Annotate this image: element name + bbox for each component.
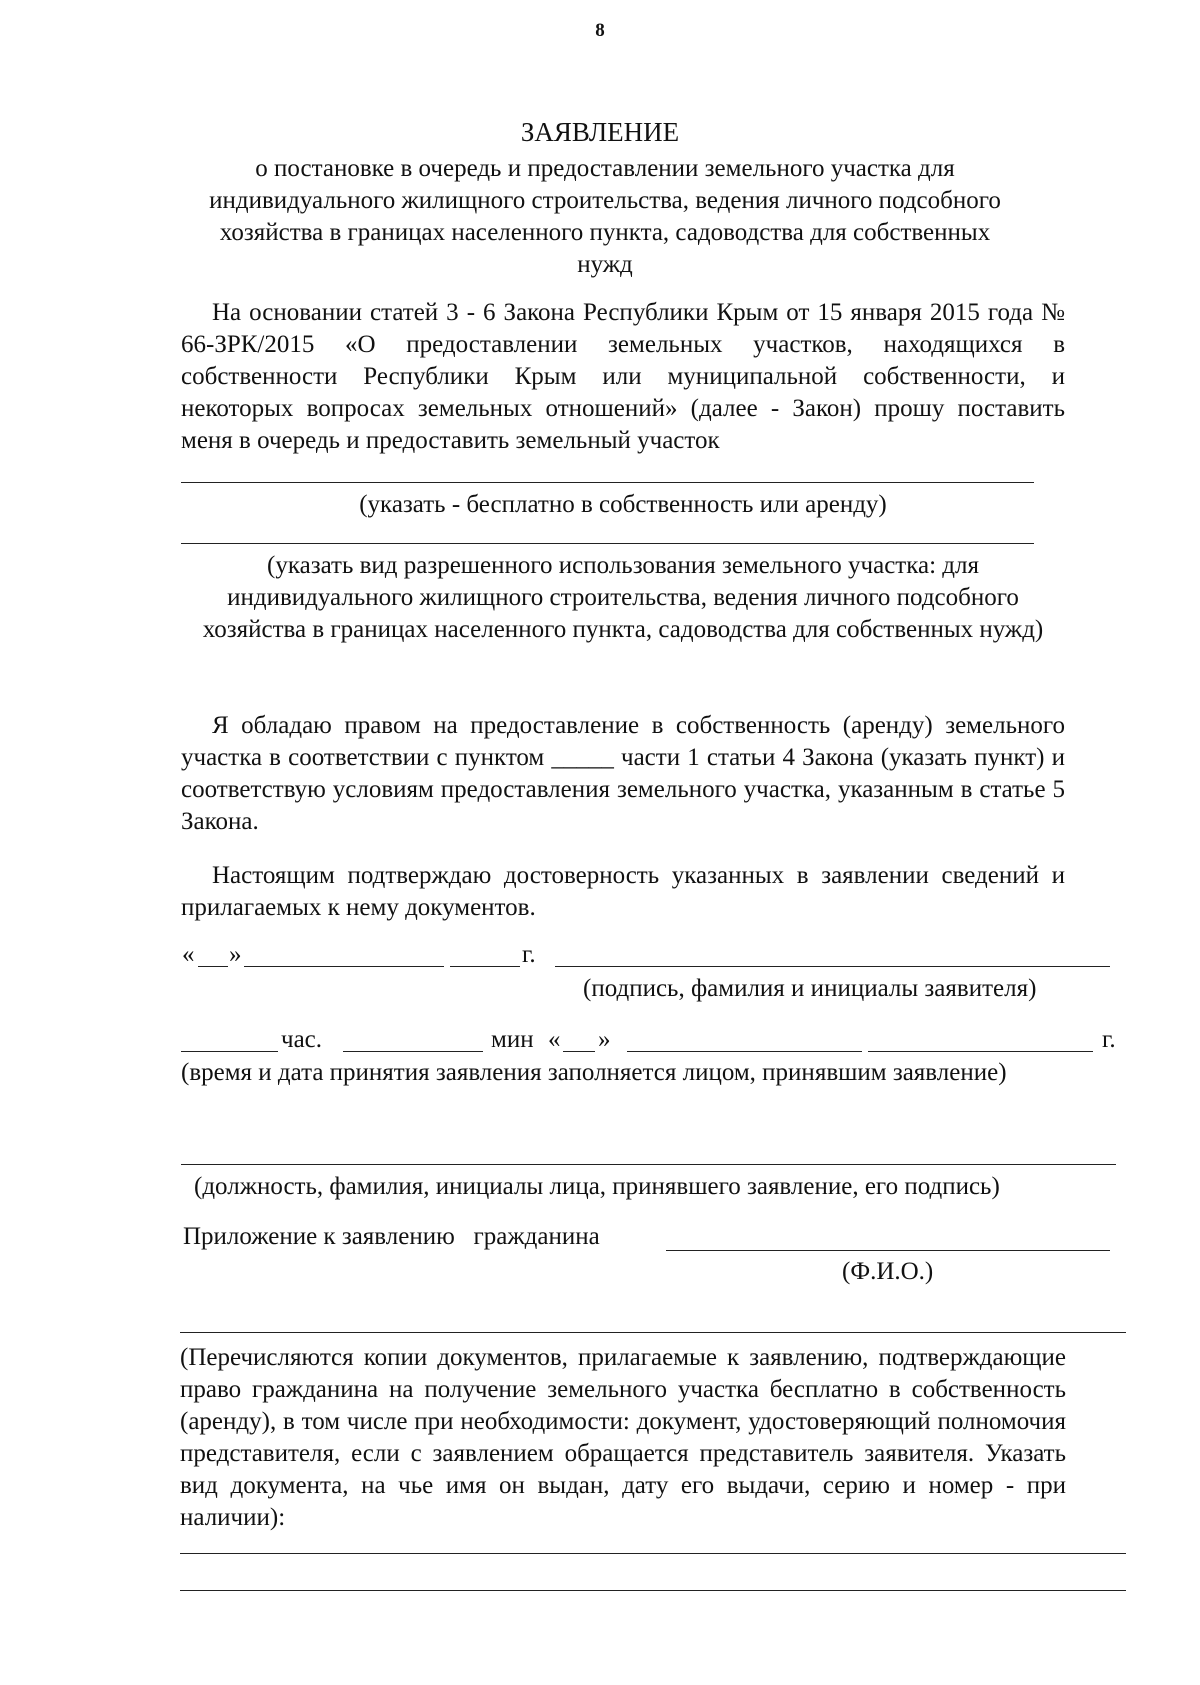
acceptance-month-field[interactable] bbox=[627, 1051, 862, 1052]
minutes-label: мин bbox=[491, 1026, 534, 1053]
signature-field[interactable] bbox=[555, 966, 1110, 967]
acceptance-time-caption: (время и дата принятия заявления заполняется лицом, принявшим заявление) bbox=[181, 1059, 1007, 1086]
acceptance-year-field[interactable] bbox=[868, 1051, 1093, 1052]
attachment-name-field[interactable] bbox=[666, 1250, 1110, 1251]
date-day-field[interactable] bbox=[198, 966, 228, 967]
document-title: ЗАЯВЛЕНИЕ bbox=[520, 117, 680, 147]
date-month-field[interactable] bbox=[244, 966, 444, 967]
right-paragraph: Я обладаю правом на предоставление в собственность (аренду) земельного участка в соответствии с пунктом _____ части 1 статьи 4 Закона (указать пункт) и соответствую условиям предоставления земельного участка, указанным в статье 5 Закона. bbox=[181, 712, 1065, 835]
document-subtitle: о постановке в очередь и предоставлении земельного участка для индивидуального жилищного строительства, ведения личного подсобного хозяйства в границах населенного пункта, садоводства для собственных нужд bbox=[209, 155, 1001, 278]
acceptance-day-field[interactable] bbox=[563, 1051, 595, 1052]
hours-label: час. bbox=[281, 1026, 323, 1053]
minutes-field[interactable] bbox=[343, 1051, 483, 1052]
date-close-quote: » bbox=[229, 941, 242, 968]
ownership-field-line[interactable] bbox=[181, 482, 1034, 483]
attachment-top-line[interactable] bbox=[180, 1332, 1126, 1333]
acceptance-year-suffix: г. bbox=[1102, 1026, 1116, 1053]
page-number: 8 bbox=[595, 20, 605, 41]
date-year-field[interactable] bbox=[450, 966, 520, 967]
attachment-label: Приложение к заявлению гражданина bbox=[183, 1223, 600, 1250]
attachment-instructions: (Перечисляются копии документов, прилагаемые к заявлению, подтверждающие право гражданина на получение земельного участка бесплатно в собственность (аренду), в том числе при необходимости: документ, удостоверяющий полномочия представителя, если с заявлением обращается представитель заявителя. Указать вид документа, на чье имя он выдан, дату его выдачи, серию и номер - при наличии): bbox=[180, 1344, 1066, 1531]
signature-caption: (подпись, фамилия и инициалы заявителя) bbox=[583, 975, 1037, 1002]
use-field-line[interactable] bbox=[181, 543, 1034, 544]
attachment-list-line-2[interactable] bbox=[180, 1590, 1126, 1591]
attachment-list-line-1[interactable] bbox=[180, 1553, 1126, 1554]
hours-field[interactable] bbox=[181, 1051, 278, 1052]
date-year-suffix: г. bbox=[522, 941, 536, 968]
official-caption: (должность, фамилия, инициалы лица, принявшего заявление, его подпись) bbox=[194, 1173, 1000, 1200]
use-field-caption: (указать вид разрешенного использования земельного участка: для индивидуального жилищного строительства, ведения личного подсобного хозяйства в границах населенного пункта, садоводства для собственных нужд) bbox=[202, 552, 1044, 643]
attachment-name-caption: (Ф.И.О.) bbox=[842, 1258, 934, 1285]
confirm-paragraph: Настоящим подтверждаю достоверность указанных в заявлении сведений и прилагаемых к нему документов. bbox=[181, 862, 1065, 921]
acceptance-close-quote: » bbox=[598, 1026, 611, 1053]
request-paragraph: На основании статей 3 - 6 Закона Республики Крым от 15 января 2015 года № 66-ЗРК/2015 «О предоставлении земельных участков, находящихся в собственности Республики Крым или муниципальной собственности, и некоторых вопросах земельных отношений» (далее - Закон) прошу поставить меня в очередь и предоставить земельный участок bbox=[181, 299, 1065, 454]
ownership-field-caption: (указать - бесплатно в собственность или аренду) bbox=[359, 491, 887, 518]
date-open-quote: « bbox=[182, 941, 195, 968]
acceptance-open-quote: « bbox=[548, 1026, 561, 1053]
official-field-line[interactable] bbox=[181, 1164, 1116, 1165]
